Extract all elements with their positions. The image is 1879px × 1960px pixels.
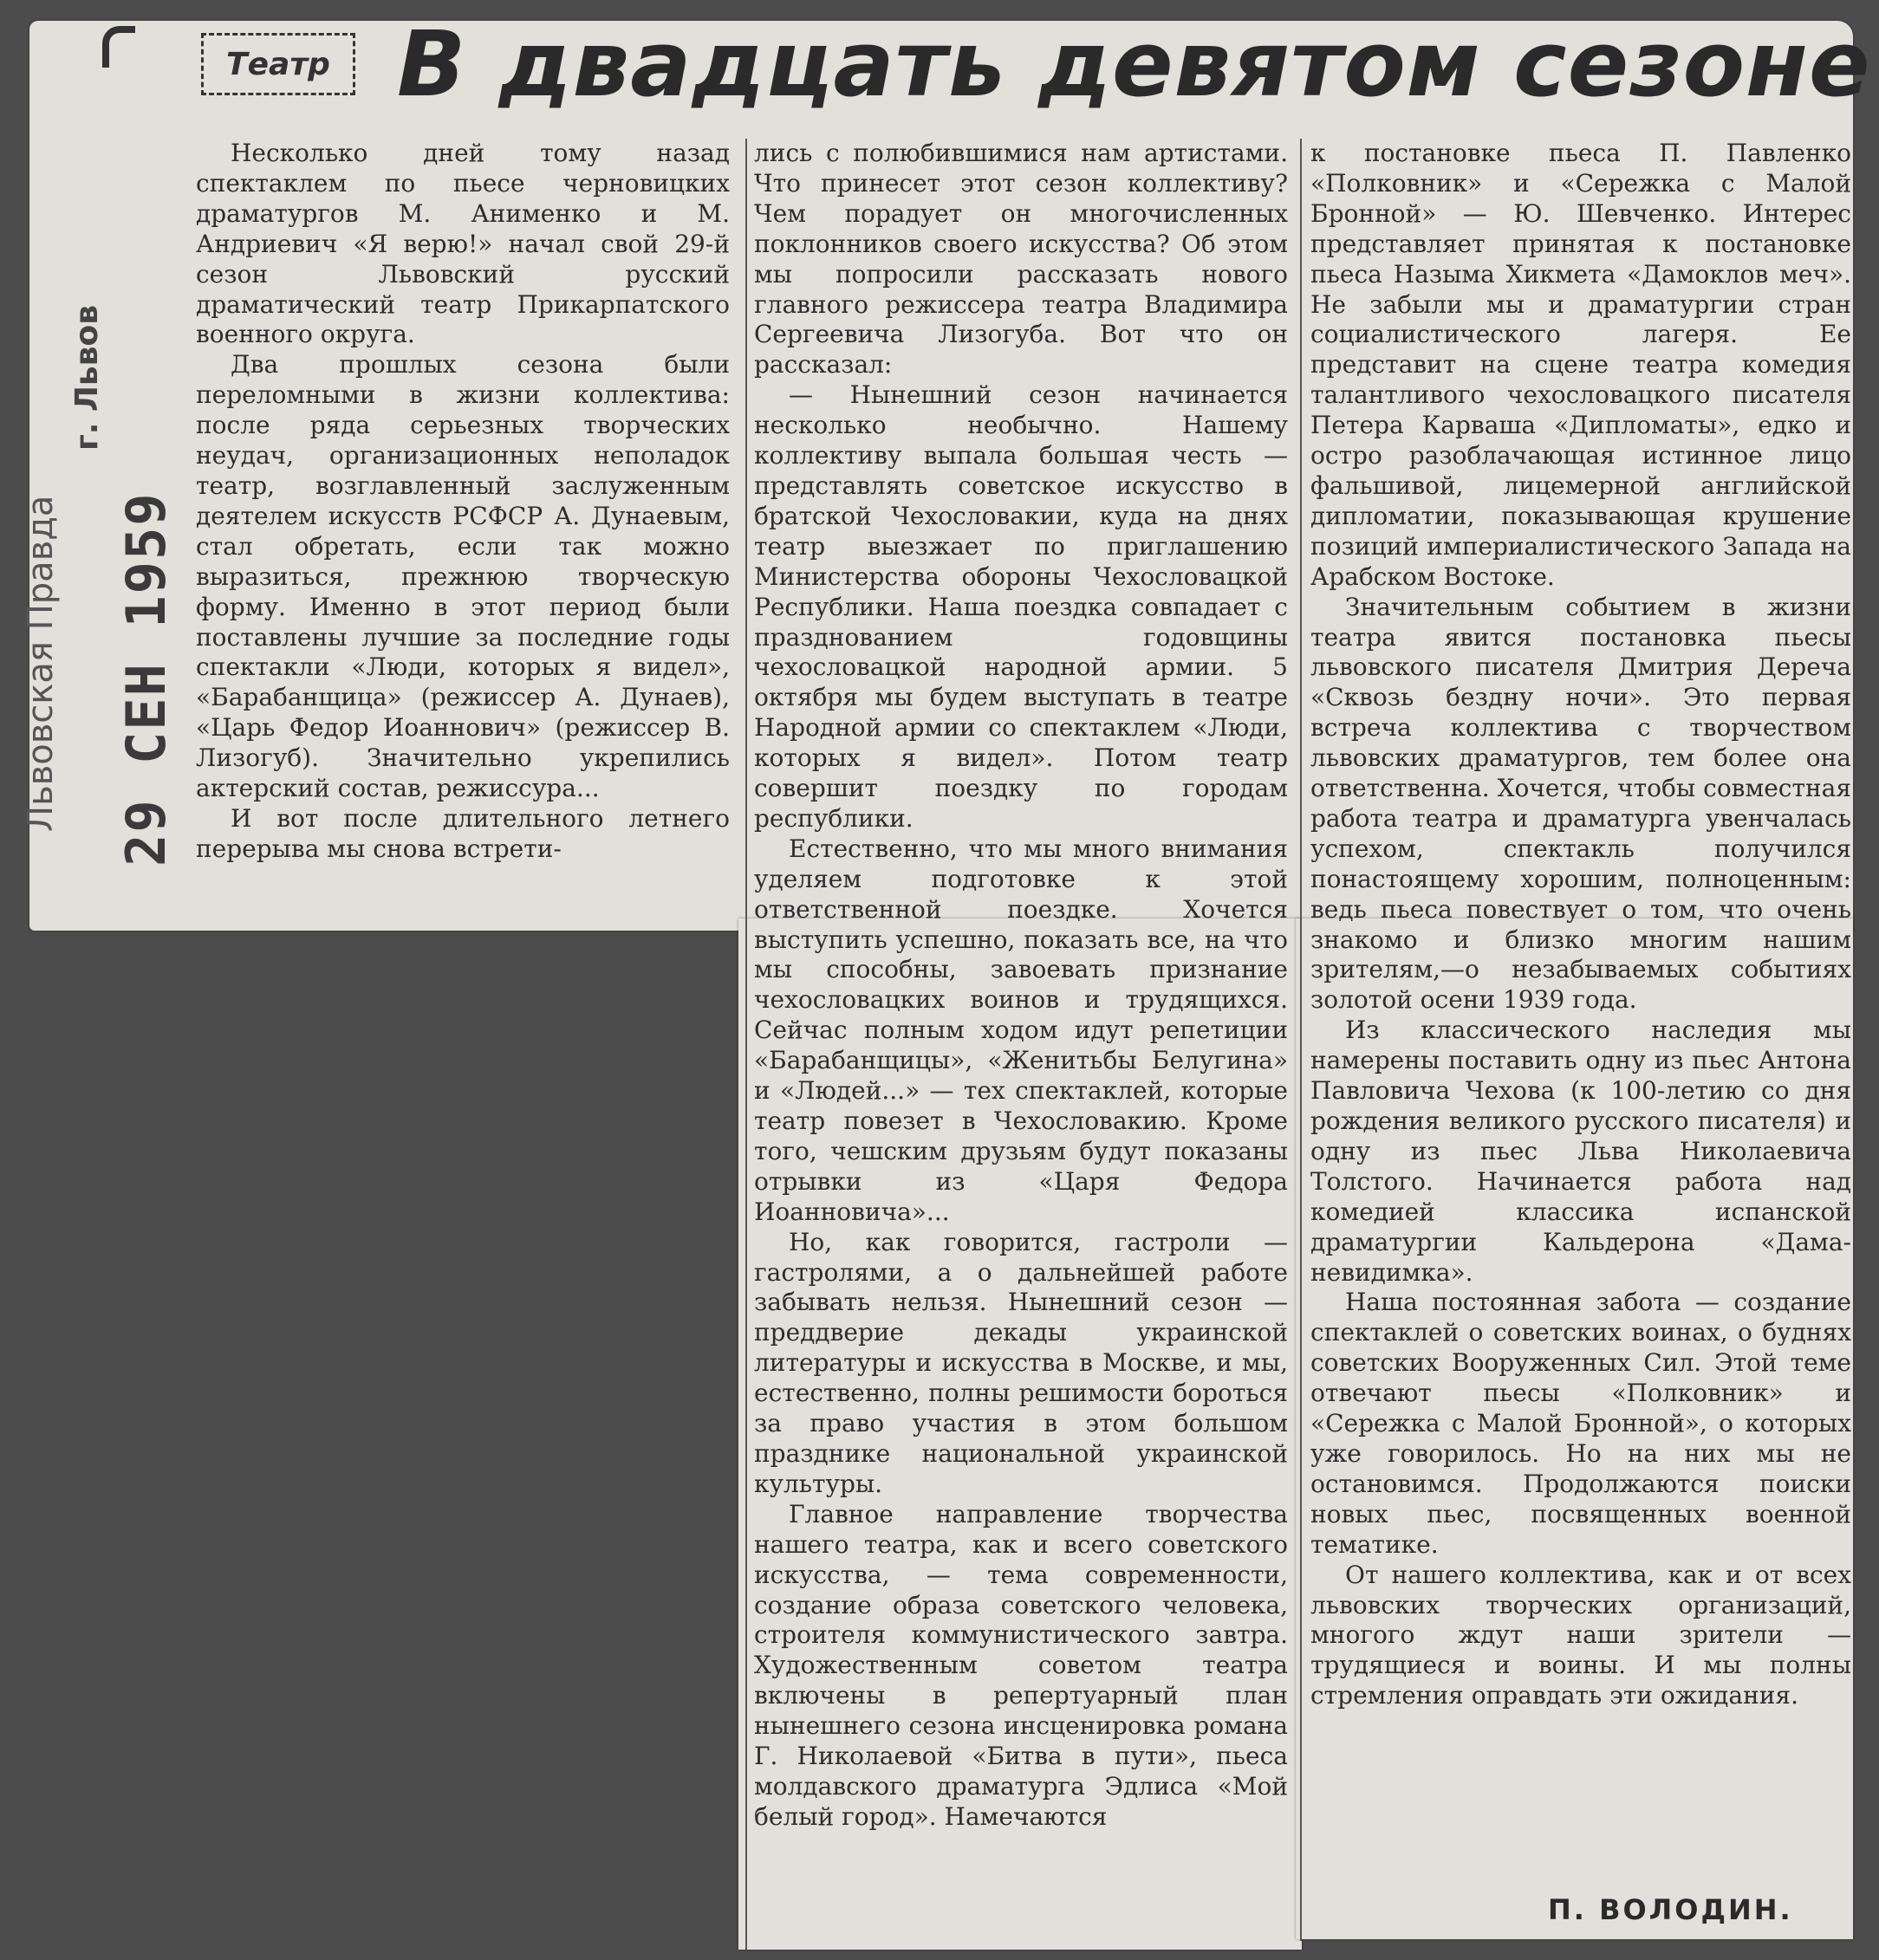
paragraph: От нашего коллектива, как и от всех львовских творческих организаций, многого ждут наши зрители —трудящиеся и воины. И мы полны стремления оправдать эти ожидания.	[1310, 1560, 1851, 1710]
paragraph: Наша постоянная забота — создание спектаклей о советских воинах, о буднях советских Вооруженных Сил. Этой теме отвечают пьесы «Полковник» и «Сережка с Малой Бронной», о которых уже говорилось. Но на них мы не остановимся. Продолжаются поиски новых пьес, посвященных военной тематике.	[1310, 1288, 1851, 1559]
article-column-2	[754, 139, 1288, 1833]
paragraph: И вот после длительного летнего перерыва мы снова встрети-	[196, 803, 730, 863]
column-rule	[745, 139, 747, 1950]
article-column-1	[196, 139, 730, 865]
paragraph: Из классического наследия мы намерены поставить одну из пьес Антона Павловича Чехова (к 100-летию со дня рождения великого русского писателя) и одну из пьес Льва Николаевича Толстого. Начинается работа над комедией классика испанской драматургии Кальдерона «Дама-невидимка».	[1310, 1016, 1851, 1287]
paragraph: Главное направление творчества нашего театра, как и всего советского искусства, — тема современности, создание образа советского человека, строителя коммунистического завтра. Художественным советом театра включены в репертуарный план нынешнего сезона инсценировка романа Г. Николаевой «Битва в пути», пьеса молдавского драматурга Эдлиса «Мой белый город». Намечаются	[754, 1499, 1288, 1831]
rubric-label: Театр	[201, 33, 355, 95]
article-column-3	[1310, 139, 1851, 1711]
paragraph: Но, как говорится, гастроли — гастролями, а о дальнейшей работе забывать нельзя. Нынешний сезон — преддверие декады украинской литературы и искусства в Москве, и мы, естественно, полны решимости бороться за право участия в этом большом празднике национальной украинской культуры.	[754, 1227, 1288, 1498]
stamp-city: г. Львов	[69, 305, 105, 451]
paragraph: — Нынешний сезон начинается несколько необычно. Нашему коллективу выпала большая честь — представлять советское искусство в братской Чехословакии, куда на днях театр выезжает по приглашению Министерства обороны Чехословацкой Республики. Наша поездка совпадает с празднованием годовщины чехословацкой народной армии. 5 октября мы будем выступать в театре Народной армии со спектаклем «Люди, которых я видел». Потом театр совершит поездку по городам республики.	[754, 380, 1288, 833]
paragraph: Значительным событием в жизни театра явится постановка пьесы львовского писателя Дмитрия Дереча «Сквозь бездну ночи». Это первая встреча коллектива с творчеством львовских драматургов, тем более она ответственна. Хочется, чтобы совместная работа театра и драматурга увенчалась успехом, спектакль получился понастоящему хорошим, полноценным: ведь пьеса повествует о том, что очень знакомо и близко многим нашим зрителям,—о незабываемых событиях золотой осени 1939 года.	[1310, 592, 1851, 1015]
column-rule	[1300, 139, 1302, 1941]
newspaper-stamp	[21, 496, 61, 832]
article-headline: В двадцать девятом сезоне	[397, 11, 1871, 117]
stamp-date: 29 СЕН 1959	[114, 491, 178, 866]
paragraph: Два прошлых сезона были переломными в жизни коллектива: после ряда серьезных творческих неудач, организационных неполадок театр, возглавленный заслуженным деятелем искусств РСФСР А. Дунаевым, стал обретать, если так можно выразиться, прежнюю творческую форму. Именно в этот период были поставлены лучшие за последние годы спектакли «Люди, которых я видел», «Барабанщица» (режиссер А. Дунаев), «Царь Федор Иоаннович» (режиссер В. Лизогуб). Значительно укрепились актерский состав, режиссура...	[196, 350, 730, 803]
paragraph: к постановке пьеса П. Павленко «Полковник» и «Сережка с Малой Бронной» — Ю. Шевченко. Интерес представляет принятая к постановке пьеса Назыма Хикмета «Дамоклов меч». Не забыли мы и драматургии стран социалистического лагеря. Ее представит на сцене театра комедия талантливого чехословацкого писателя Петера Карваша «Дипломаты», едко и остро разоблачающая истинное лицо фальшивой, лицемерной английской дипломатии, показывающая крушение позиций империалистического Запада на Арабском Востоке.	[1310, 139, 1851, 591]
pencil-mark	[102, 26, 135, 68]
paragraph: Несколько дней тому назад спектаклем по пьесе черновицких драматургов М. Анименко и М. Андриевич «Я верю!» начал свой 29-й сезон Львовский русский драматический театр Прикарпатского военного округа.	[196, 139, 730, 349]
paragraph: Естественно, что мы много внимания уделяем подготовке к этой ответственной поездке. Хочется выступить успешно, показать все, на что мы способны, завоевать признание чехословацких воинов и трудящихся. Сейчас полным ходом идут репетиции «Барабанщицы», «Женитьбы Белугина» и «Людей...» — тех спектаклей, которые театр повезет в Чехословакию. Кроме того, чешским друзьям будут показаны отрывки из «Царя Федора Иоанновича»...	[754, 834, 1288, 1226]
paragraph: лись с полюбившимися нам артистами. Что принесет этот сезон коллективу? Чем порадует он многочисленных поклонников своего искусства? Об этом мы попросили рассказать нового главного режиссера театра Владимира Сергеевича Лизогуба. Вот что он рассказал:	[754, 139, 1288, 380]
author-signature: П. ВОЛОДИН.	[1548, 1893, 1793, 1926]
stamp-newspaper-name: Львовская Правда	[21, 495, 61, 832]
